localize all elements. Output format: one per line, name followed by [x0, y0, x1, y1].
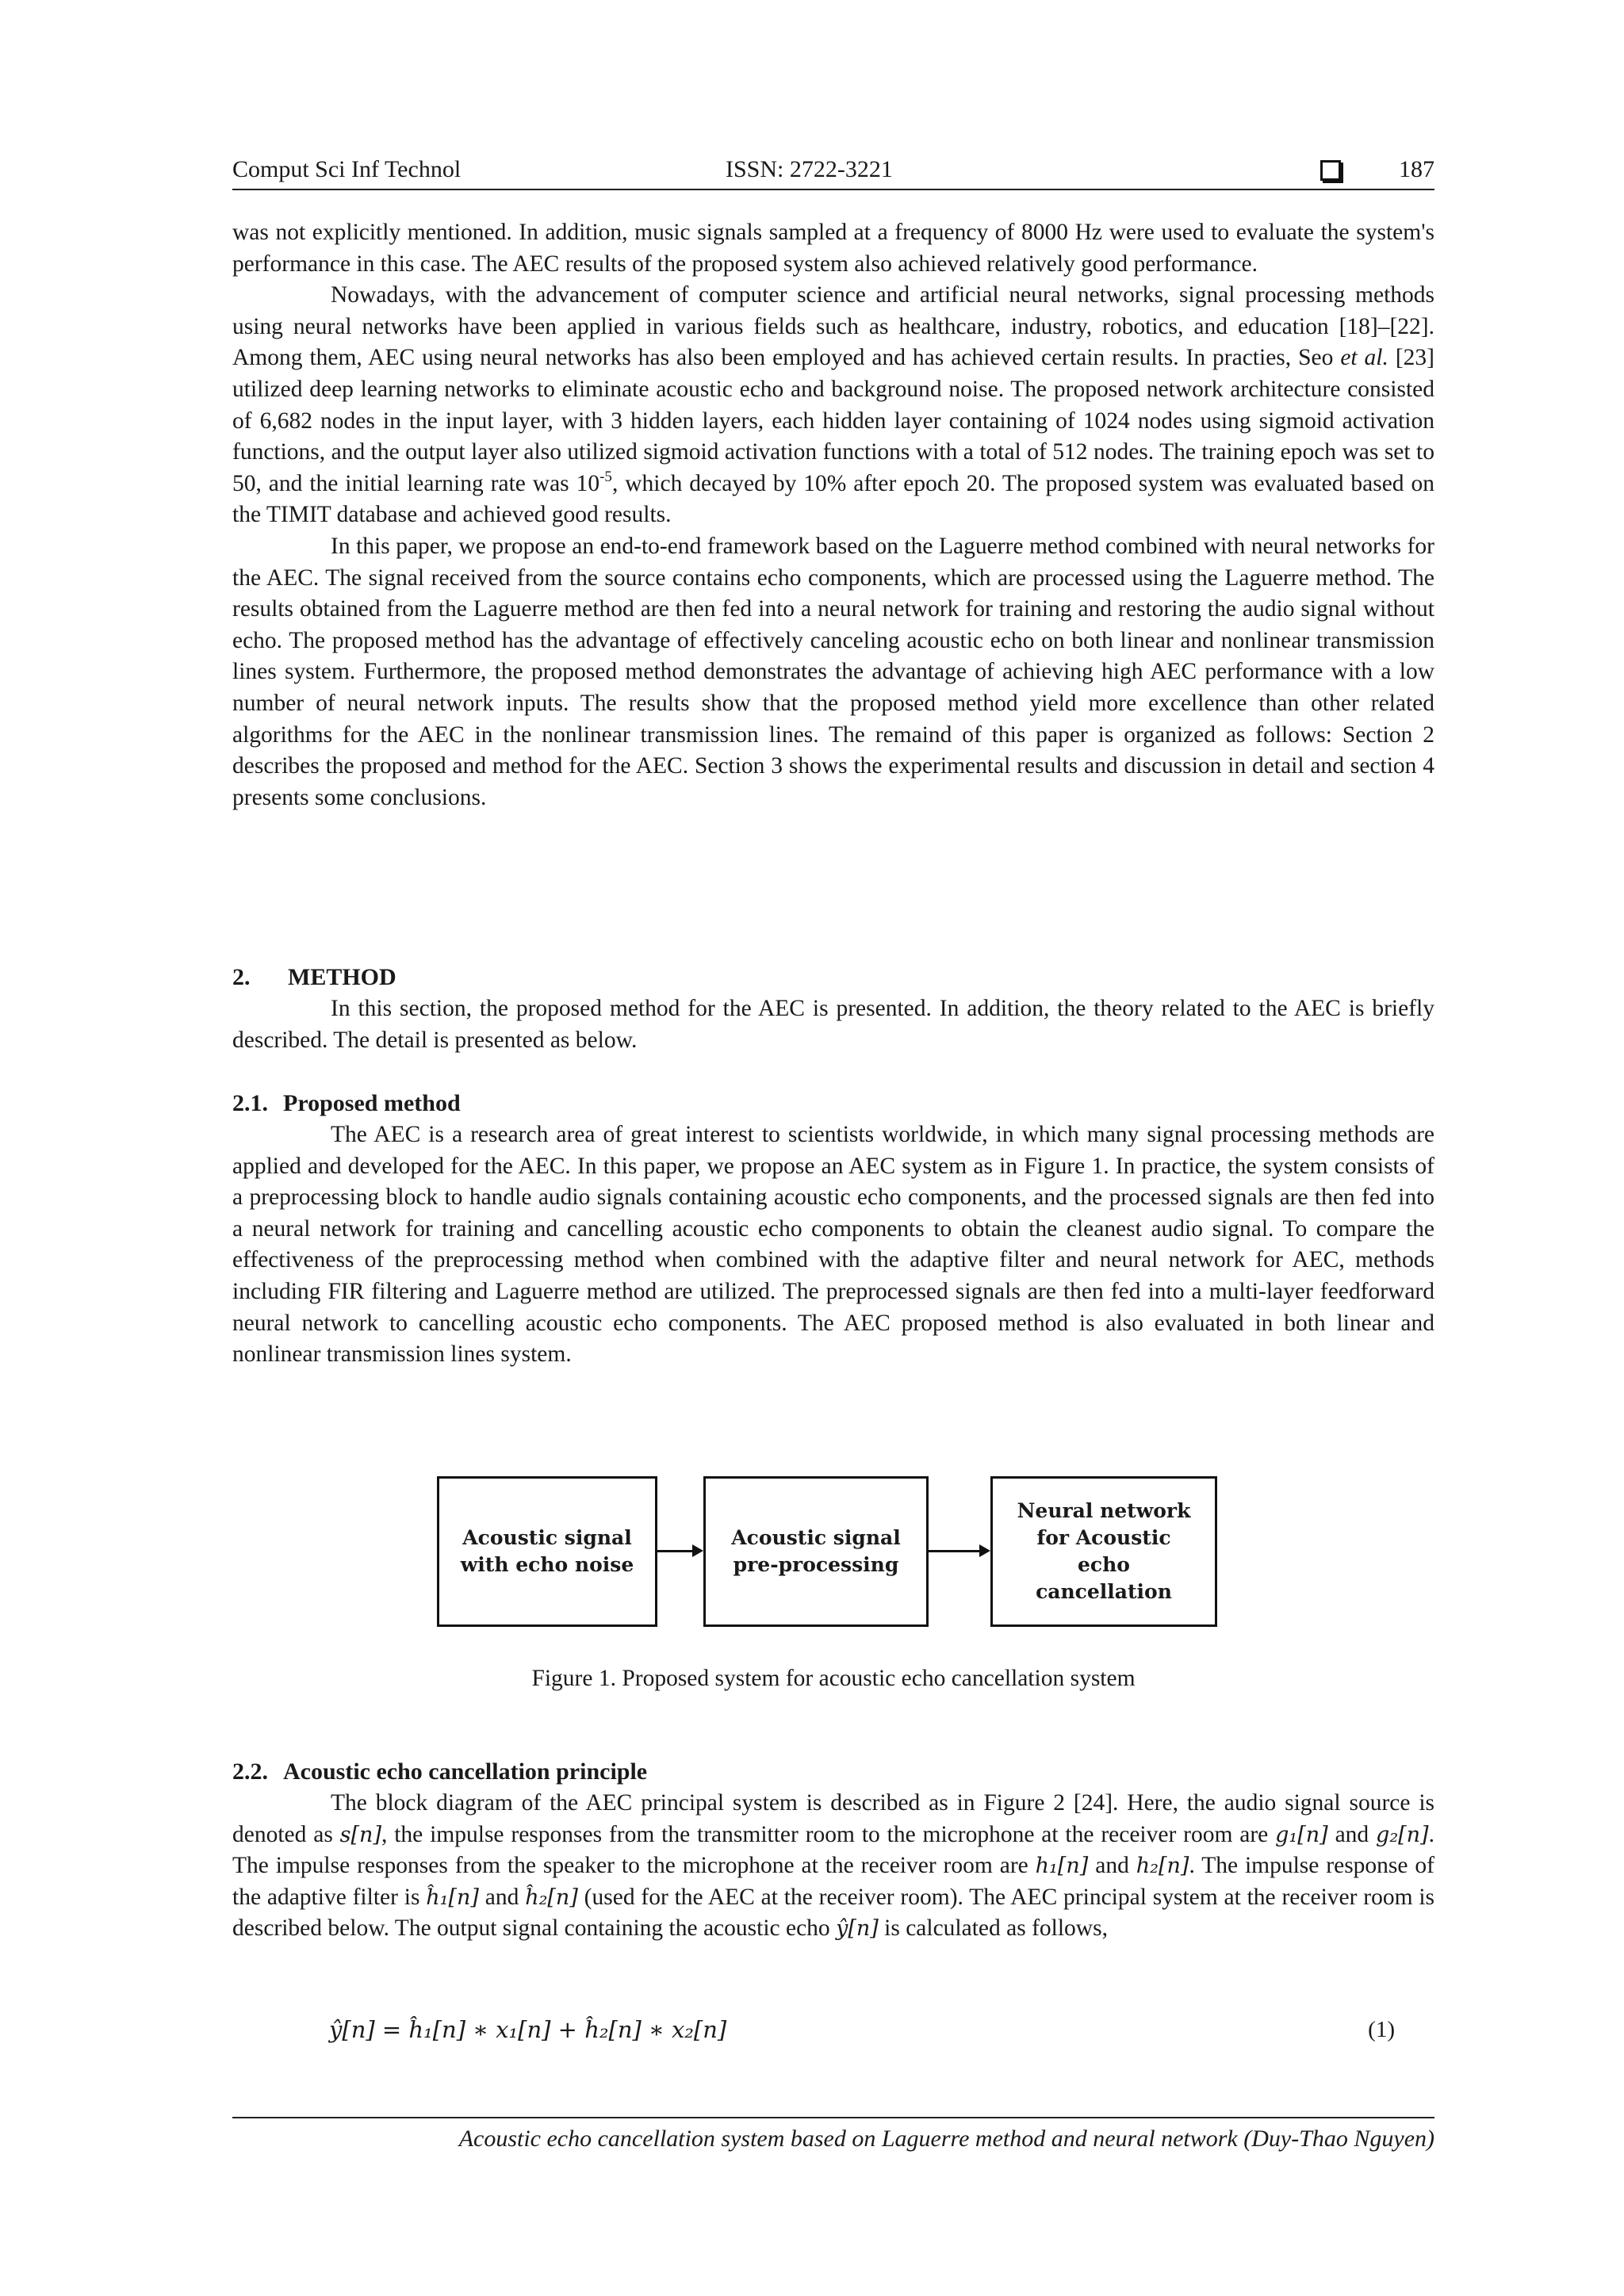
block-label: Neural network for Acoustic echo cancellation — [1017, 1499, 1191, 1603]
equation-body: ŷ[n] = ĥ₁[n] ∗ x₁[n] + ĥ₂[n] ∗ x₂[n] — [329, 2016, 727, 2043]
text-run: and — [1088, 1853, 1136, 1879]
journal-name: Comput Sci Inf Technol — [232, 156, 462, 182]
block-acoustic-signal — [437, 1476, 657, 1627]
subsection-heading — [232, 1088, 1434, 1119]
paragraph — [232, 280, 1434, 531]
text-run: The block diagram of the AEC principal system is described as in Figure 2 [24]. Here, the audio signal source is denoted as — [232, 1790, 1434, 1847]
text-run: is calculated as follows, — [878, 1915, 1108, 1942]
text-run-italic: et al. — [1340, 345, 1388, 371]
arrow-right-icon — [979, 1544, 990, 1557]
subsection-number: 2.2. — [232, 1758, 268, 1785]
subsection-title: Proposed method — [283, 1090, 461, 1116]
subsection-number: 2.1. — [232, 1090, 268, 1116]
arrow-line — [929, 1550, 979, 1552]
footer-rule — [232, 2117, 1434, 2118]
math-inline: g₂[n] — [1376, 1822, 1429, 1847]
section-2-1 — [232, 1088, 1434, 1371]
text-run: , the impulse responses from the transmitter room to the microphone at the receiver room are — [381, 1821, 1276, 1847]
text-run: Nowadays, with the advancement of computer science and artificial neural networks, signal processing methods using neural networks have been applied in various fields such as healthcare, industry, robotics, and education [18]–[22]. Among them, AEC using neural networks has also been employed and has achieved certain results. In practies, Seo — [232, 282, 1434, 371]
math-inline: g₁[n] — [1275, 1822, 1328, 1847]
text-run: , which decayed by 10% after epoch 20. The proposed system was evaluated based on the TIMIT database and achieved good results. — [232, 470, 1434, 528]
math-inline: ĥ₂[n] — [525, 1885, 578, 1910]
section-2 — [232, 962, 1434, 1056]
math-inline: s[n] — [339, 1822, 381, 1847]
block-neural-network — [990, 1476, 1217, 1627]
text-run: . The impulse responses from the speaker to the microphone at the receiver room are — [232, 1821, 1434, 1879]
paragraph — [232, 1788, 1434, 1945]
arrow-line — [657, 1550, 692, 1552]
subsection-heading — [232, 1756, 1434, 1788]
figure-caption: Figure 1. Proposed system for acoustic echo cancellation system — [531, 1666, 1136, 1691]
text-run: and — [478, 1884, 526, 1910]
section-heading — [232, 962, 1434, 993]
paragraph: In this paper, we propose an end-to-end framework based on the Laguerre method combined with neural networks for the AEC. The signal received from the source contains echo components, which are processed using the Laguerre method. The results obtained from the Laguerre method are then fed into a neural network for training and restoring the audio signal without echo. The proposed method has the advantage of effectively canceling acoustic echo on both linear and nonlinear transmission lines system. Furthermore, the proposed method demonstrates the advantage of achieving high AEC performance with a low number of neural network inputs. The results show that the proposed method yield more excellence than other related algorithms for the AEC in the nonlinear transmission lines. The remaind of this paper is organized as follows: Section 2 describes the proposed and method for the AEC. Section 3 shows the experimental results and discussion in detail and section 4 presents some conclusions. — [232, 533, 1434, 810]
text-run: and — [1327, 1821, 1377, 1847]
subsection-title: Acoustic echo cancellation principle — [283, 1758, 648, 1785]
arrow-right-icon — [692, 1544, 703, 1557]
running-footer: Acoustic echo cancellation system based on Laguerre method and neural network (Duy-Thao Nguyen) — [458, 2126, 1434, 2152]
paragraph: The AEC is a research area of great interest to scientists worldwide, in which many signal processing methods are applied and developed for the AEC. In this paper, we propose an AEC system as in Figure 1. In practice, the system consists of a preprocessing block to handle audio signals containing acoustic echo components, and the processed signals are then fed into a neural network for training and cancelling acoustic echo components to obtain the cleanest audio signal. To compare the effectiveness of the preprocessing method when combined with the adaptive filter and neural network for AEC, methods including FIR filtering and Laguerre method are utilized. The preprocessed signals are then fed into a multi-layer feedforward neural network to cancelling acoustic echo components. The AEC proposed method is also evaluated in both linear and nonlinear transmission lines system. — [232, 1122, 1434, 1368]
block-label: Acoustic signal with echo noise — [460, 1526, 634, 1576]
running-header — [232, 151, 1434, 189]
math-inline: ĥ₁[n] — [426, 1885, 479, 1910]
text-run: [23] utilized deep learning networks to eliminate acoustic echo and background noise. The proposed network architecture consisted of 6,682 nodes in the input layer, with 3 hidden layers, each hidden layer containing of 1024 nodes using sigmoid activation functions, and the output layer also utilized sigmoid activation functions with a total of 512 nodes. The training epoch was set to 50, and the initial learning rate was 10 — [232, 345, 1434, 496]
issn: ISSN: 2722-3221 — [726, 156, 893, 182]
section-number: 2. — [232, 964, 251, 990]
math-inline: ŷ[n] — [836, 1916, 879, 1942]
text-run: . The impulse response of the adaptive filter is — [232, 1853, 1434, 1910]
superscript: -5 — [599, 468, 612, 485]
math-inline: h₁[n] — [1035, 1854, 1089, 1879]
equation-label: (1) — [1368, 2017, 1395, 2042]
block-preprocessing — [703, 1476, 929, 1627]
intro-section — [232, 217, 1434, 813]
paragraph: In this section, the proposed method for the AEC is presented. In addition, the theory related to the AEC is briefly described. The detail is presented as below. — [232, 996, 1434, 1053]
page — [232, 151, 1435, 2152]
page-number: 187 — [1399, 156, 1434, 182]
text-run: (used for the AEC at the receiver room). The AEC principal system at the receiver room is described below. The output signal containing the acoustic echo — [232, 1884, 1435, 1942]
block-label: Acoustic signal pre-processing — [731, 1526, 901, 1576]
section-2-2 — [232, 1756, 1434, 1945]
section-title: METHOD — [288, 964, 396, 990]
figure-1 — [232, 1476, 1434, 1627]
math-inline: h₂[n] — [1136, 1854, 1189, 1879]
checkbox-square-icon — [1320, 160, 1341, 181]
paragraph: was not explicitly mentioned. In addition, music signals sampled at a frequency of 8000 Hz were used to evaluate the system's performance in this case. The AEC results of the proposed system also achieved relatively good performance. — [232, 220, 1434, 277]
header-rule — [232, 189, 1434, 190]
